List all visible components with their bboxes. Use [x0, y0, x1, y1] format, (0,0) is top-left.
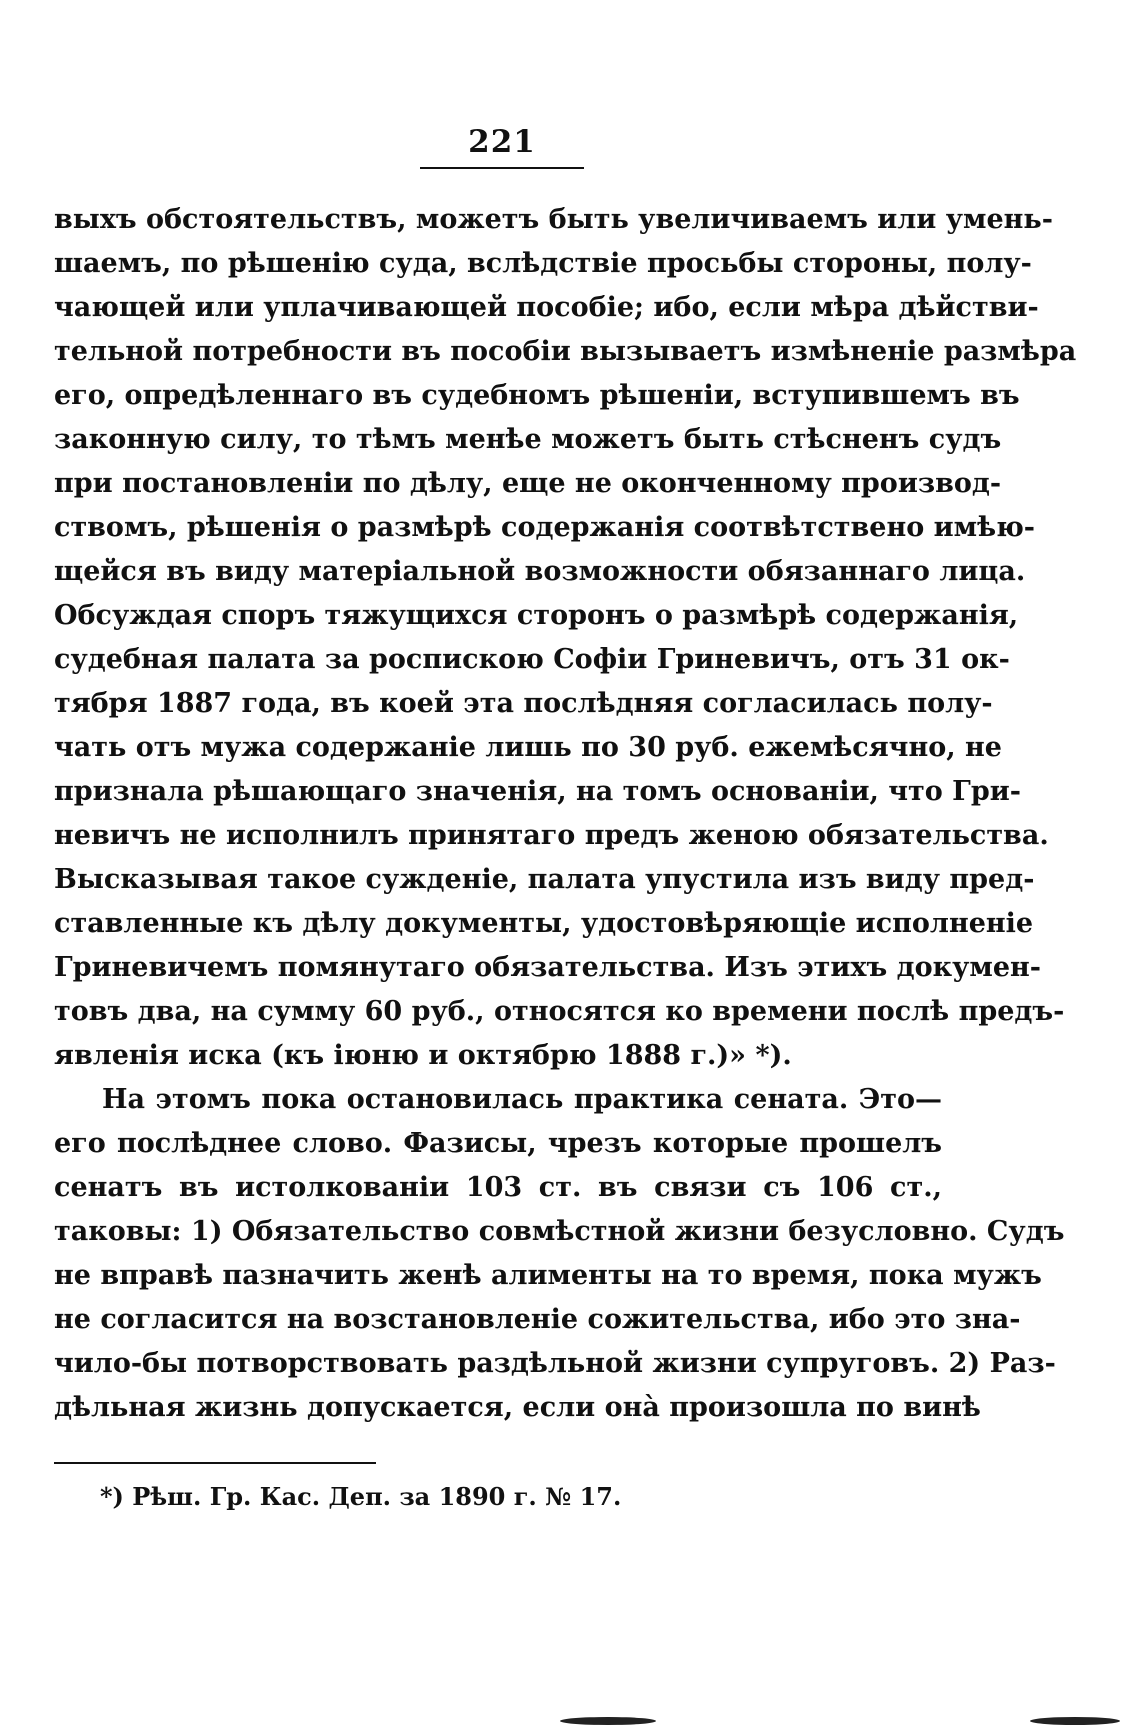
- text-line: выхъ обстоятельствъ, можетъ быть увеличиваемъ или умень-: [54, 204, 1053, 235]
- text-line: не вправѣ пазначить женѣ алименты на то время, пока мужъ: [54, 1260, 1042, 1291]
- text-line: тельной потребности въ пособiи вызываетъ измѣненiе размѣра: [54, 336, 1077, 367]
- text-line: не согласится на возстановленiе сожительства, ибо это зна-: [54, 1304, 1021, 1335]
- text-line: дѣльная жизнь допускается, если она̀ произошла по винѣ: [54, 1392, 981, 1423]
- text-line: его послѣднее слово. Фазисы, чрезъ которые прошелъ: [54, 1128, 942, 1159]
- page-number-underline: [420, 167, 584, 169]
- text-line: чать отъ мужа содержанiе лишь по 30 руб. ежемѣсячно, не: [54, 732, 1002, 763]
- text-line: законную силу, то тѣмъ менѣе можетъ быть стѣсненъ судъ: [54, 424, 1002, 455]
- text-line: Обсуждая споръ тяжущихся сторонъ о размѣрѣ содержанiя,: [54, 600, 1019, 631]
- text-line: признала рѣшающаго значенiя, на томъ основанiи, что Гри-: [54, 776, 1021, 807]
- text-line: чило-бы потворствовать раздѣльной жизни супруговъ. 2) Раз-: [54, 1348, 1056, 1379]
- text-line: невичъ не исполнилъ принятаго предъ женою обязательства.: [54, 820, 1049, 851]
- text-line: На этомъ пока остановилась практика сената. Это—: [102, 1084, 942, 1115]
- scan-artifact: [560, 1717, 656, 1725]
- text-line: явленiя иска (къ iюню и октябрю 1888 г.)» *).: [54, 1040, 792, 1071]
- text-line: Гриневичемъ помянутаго обязательства. Изъ этихъ докумен-: [54, 952, 1042, 983]
- text-line: Высказывая такое сужденiе, палата упустила изъ виду пред-: [54, 864, 1035, 895]
- text-line: тября 1887 года, въ коей эта послѣдняя согласилась полу-: [54, 688, 993, 719]
- page-number: 221: [468, 124, 536, 160]
- text-line: при постановленiи по дѣлу, еще не оконченному производ-: [54, 468, 1002, 499]
- text-line: шаемъ, по рѣшенiю суда, вслѣдствiе просьбы стороны, полу-: [54, 248, 1032, 279]
- text-line: судебная палата за роспискою Софiи Гриневичъ, отъ 31 ок-: [54, 644, 1010, 675]
- text-line: его, опредѣленнаго въ судебномъ рѣшенiи, вступившемъ въ: [54, 380, 1020, 411]
- text-line: ствомъ, рѣшенiя о размѣрѣ содержанiя соотвѣтствено имѣю-: [54, 512, 1035, 543]
- text-line: товъ два, на сумму 60 руб., относятся ко времени послѣ предъ-: [54, 996, 1065, 1027]
- text-line: чающей или уплачивающей пособiе; ибо, если мѣра дѣйстви-: [54, 292, 1039, 323]
- footnote: *) Рѣш. Гр. Кас. Деп. за 1890 г. № 17.: [100, 1482, 622, 1511]
- footnote-divider: [54, 1462, 376, 1464]
- text-line: таковы: 1) Обязательство совмѣстной жизни безусловно. Судъ: [54, 1216, 1065, 1247]
- text-line: ставленные къ дѣлу документы, удостовѣряющiе исполненiе: [54, 908, 1034, 939]
- text-line: щейся въ виду матерiальной возможности обязаннаго лица.: [54, 556, 1026, 587]
- text-line: сенатъ въ истолкованiи 103 ст. въ связи съ 106 ст.,: [54, 1172, 942, 1203]
- scan-artifact: [1030, 1717, 1120, 1725]
- main-text: [54, 198, 1077, 1430]
